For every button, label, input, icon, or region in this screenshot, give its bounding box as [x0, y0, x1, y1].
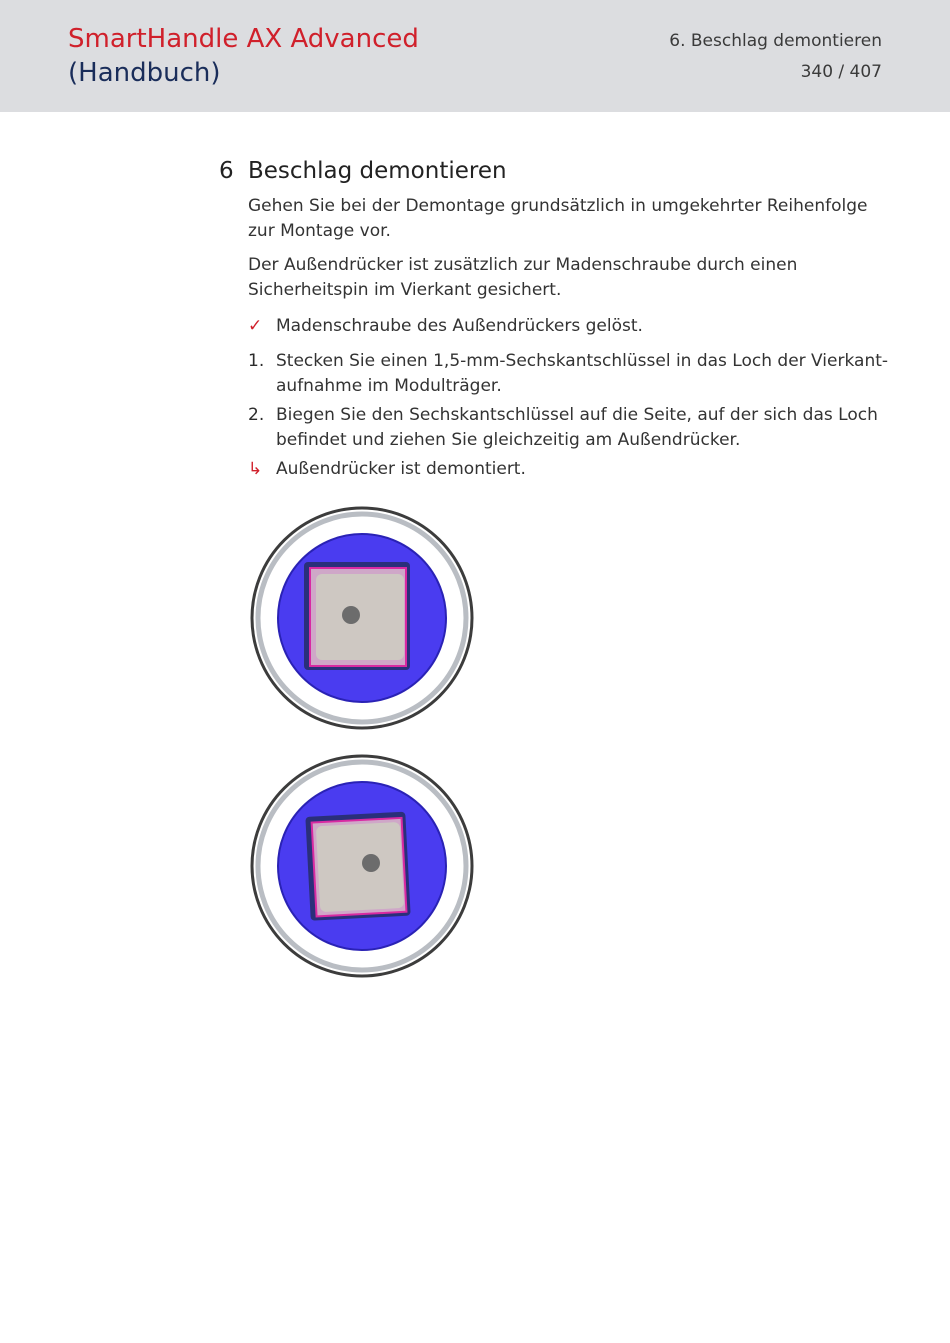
page-number: 340 / 407: [800, 62, 882, 82]
chapter-title: Beschlag demontieren: [248, 158, 507, 184]
precondition-text: Madenschraube des Außendrückers gelöst.: [276, 316, 643, 336]
square-socket-illustration: [248, 752, 476, 980]
chapter-number: 6: [219, 158, 234, 184]
intro-paragraph: Gehen Sie bei der Demontage grundsätzlich in umgekehrter Reihenfolge zur Montage vor.: [248, 196, 868, 241]
page-header: [0, 0, 950, 112]
square-socket-illustration: [248, 504, 476, 732]
step-text: Stecken Sie einen 1,5-mm-Sechskantschlüssel in das Loch der Vierkant-aufnahme im Modulträger.: [276, 351, 889, 396]
security-pin-paragraph: Der Außendrücker ist zusätzlich zur Madenschraube durch einen Sicherheitspin im Vierkant gesichert.: [248, 255, 798, 300]
checkmark-icon: ✓: [248, 316, 263, 336]
step-text: Biegen Sie den Sechskantschlüssel auf die Seite, auf der sich das Loch befindet und ziehen Sie gleichzeitig am Außendrücker.: [276, 405, 878, 450]
result-arrow-icon: ↳: [248, 459, 263, 479]
result-text: Außendrücker ist demontiert.: [276, 459, 526, 479]
step-number: 2.: [248, 405, 265, 425]
step-number: 1.: [248, 351, 265, 371]
manual-subtitle: (Handbuch): [68, 58, 221, 88]
header-section-title: 6. Beschlag demontieren: [669, 31, 882, 51]
product-title: SmartHandle AX Advanced: [68, 24, 419, 54]
